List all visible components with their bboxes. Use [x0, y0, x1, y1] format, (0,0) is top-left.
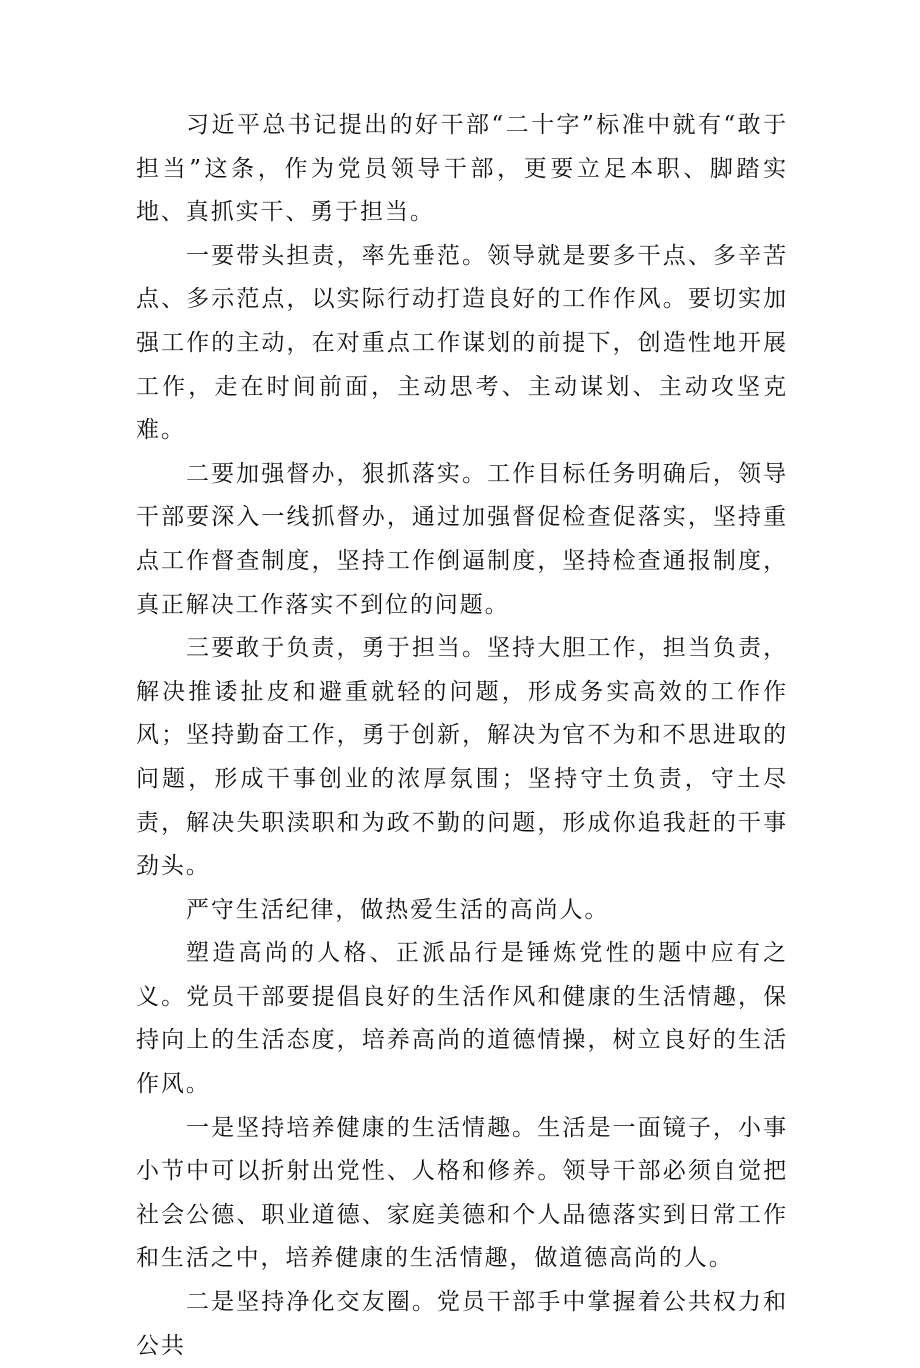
paragraph-noble-character: 塑造高尚的人格、正派品行是锤炼党性的题中应有之义。党员干部要提倡良好的生活作风和健康的生活情趣，保持向上的生活态度，培养高尚的道德情操，树立良好的生活作风。 — [136, 940, 788, 1098]
paragraph-intro: 习近平总书记提出的好干部“二十字”标准中就有“敢于担当”这条，作为党员领导干部，更要立足本职、脚踏实地、真抓实干、勇于担当。 — [136, 112, 788, 226]
paragraph-healthy-interests: 一是坚持培养健康的生活情趣。生活是一面镜子，小事小节中可以折射出党性、人格和修养。领导干部必须自觉把社会公德、职业道德、家庭美德和个人品德落实到日常工作和生活之中，培养健康的生活情趣，做道德高尚的人。 — [136, 1114, 788, 1272]
paragraph-social-circle: 二是坚持净化交友圈。党员干部手中掌握着公共权力和公共 — [136, 1289, 788, 1359]
paragraph-responsibility: 三要敢于负责，勇于担当。坚持大胆工作，担当负责，解决推诿扯皮和避重就轻的问题，形成务实高效的工作作风；坚持勤奋工作，勇于创新，解决为官不为和不思进取的问题，形成干事创业的浓厚氛围；坚持守土负责，守土尽责，解决失职渎职和为政不勤的问题，形成你追我赶的干事劲头。 — [136, 635, 788, 880]
document-body — [136, 104, 788, 1368]
paragraph-lead-by-example: 一要带头担责，率先垂范。领导就是要多干点、多辛苦点、多示范点，以实际行动打造良好的工作作风。要切实加强工作的主动，在对重点工作谋划的前提下，创造性地开展工作，走在时间前面，主动思考、主动谋划、主动攻坚克难。 — [136, 242, 788, 444]
paragraph-life-discipline-heading: 严守生活纪律，做热爱生活的高尚人。 — [186, 896, 610, 923]
paragraph-supervision: 二要加强督办，狠抓落实。工作目标任务明确后，领导干部要深入一线抓督办，通过加强督促检查促落实，坚持重点工作督查制度，坚持工作倒逼制度，坚持检查通报制度，真正解决工作落实不到位的问题。 — [136, 460, 788, 618]
